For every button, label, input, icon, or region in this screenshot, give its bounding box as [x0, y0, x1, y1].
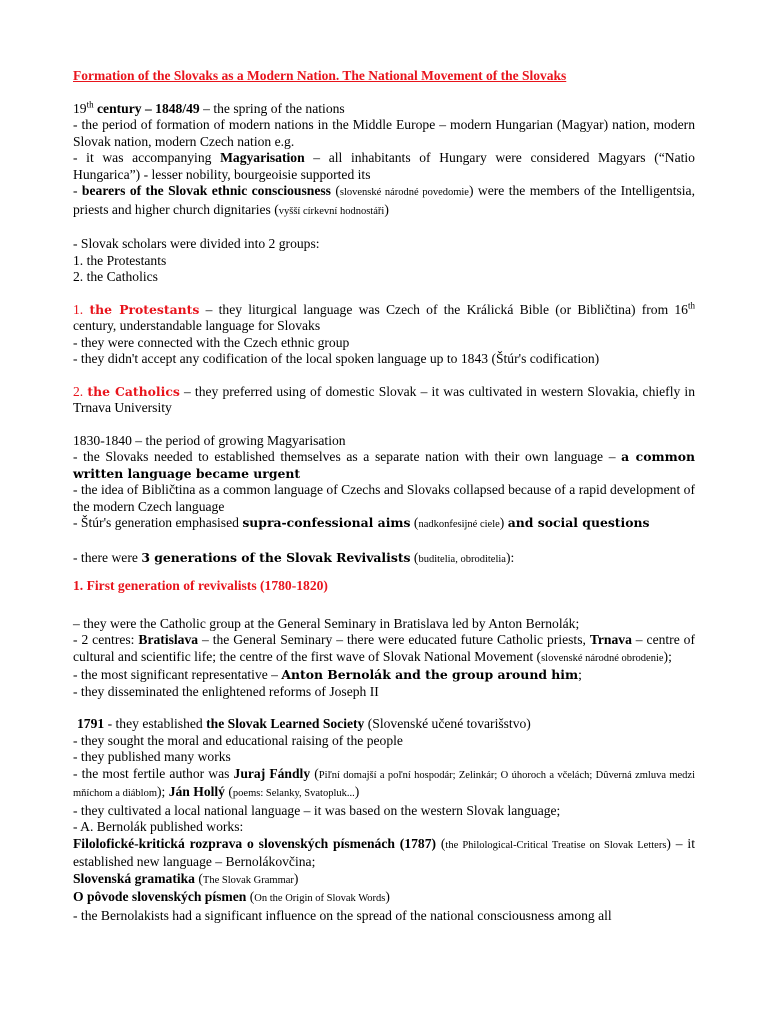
society-line-5: - they cultivated a local national language – it was based on the western Slovak language; [73, 802, 561, 818]
document-title: Formation of the Slovaks as a Modern Nation. The National Movement of the Slovaks [73, 68, 567, 83]
groups-line-1: - Slovak scholars were divided into 2 groups: [73, 236, 320, 251]
first-generation-line-1: – they were the Catholic group at the General Seminary in Bratislava led by Anton Bernolák; [73, 615, 580, 631]
society-line-7: - the Bernolakists had a significant influence on the spread of the national consciousness among all [73, 907, 612, 923]
society-line-4: - the most fertile author was Juraj Fándly (Piľní domajší a poľní hospodár; Zelinkár; O úhoroch a včelách; Dûverná zmluva medzi mňíchom a diáblom); Ján Hollý (poems: Selanky, Svatopluk...) [73, 765, 695, 799]
society-heading: 1791 - they established the Slovak Learned Society (Slovenské učené tovarišstvo) [77, 716, 531, 731]
society-line-3: - they published many works [73, 749, 231, 764]
protestants-line-3: - they didn't accept any codification of the local spoken language up to 1843 (Štúr's codification) [73, 351, 600, 366]
magyarisation-line-4: - Štúr's generation emphasised supra-confessional aims (nadkonfesijné ciele) and social questions [73, 515, 650, 530]
catholics-paragraph: 2. the Catholics – they preferred using of domestic Slovak – it was cultivated in western Slovakia, chiefly in Trnava University [73, 383, 695, 415]
protestants-line-2: - they were connected with the Czech ethnic group [73, 334, 350, 350]
intro-line-1: - the period of formation of modern nations in the Middle Europe – modern Hungarian (Magyar) nation, modern Slovak nation, modern Czech nation e.g. [73, 117, 695, 149]
work-2: Slovenská gramatika (The Slovak Grammar) [73, 870, 299, 886]
document-body [73, 68, 695, 924]
intro-heading: 19th century – 1848/49 – the spring of the nations [73, 98, 345, 116]
work-1: Filolofické-kritická rozprava o slovenských písmenách (1787) (the Philological-Critical Treatise on Slovak Letters) – it established new language – Bernolákovčina; [73, 835, 695, 869]
society-line-6: - A. Bernolák published works: [73, 819, 244, 834]
intro-line-3: - bearers of the Slovak ethnic consciousness (slovenské národné povedomie) were the members of the Intelligentsia, priests and higher church dignitaries (vyšší církevní hodnostáři) [73, 183, 695, 217]
first-generation-heading: 1. First generation of revivalists (1780-1820) [73, 578, 328, 593]
groups-line-3: 2. the Catholics [73, 269, 158, 284]
groups-line-2: 1. the Protestants [73, 252, 167, 268]
work-3: O pôvode slovenských písmen (On the Origin of Slovak Words) [73, 889, 390, 904]
first-generation-line-2: - 2 centres: Bratislava – the General Seminary – there were educated future Catholic priests, Trnava – centre of cultural and scientific life; the centre of the first wave of Slovak National Movement (slovenské národné obrodenie); [73, 632, 695, 664]
magyarisation-line-1: 1830-1840 – the period of growing Magyarisation [73, 432, 346, 448]
first-generation-line-4: - they disseminated the enlightened reforms of Joseph II [73, 683, 379, 699]
intro-line-2: - it was accompanying Magyarisation – all inhabitants of Hungary were considered Magyars (“Natio Hungarica”) - lesser nobility, bourgeoisie supported its [73, 150, 695, 182]
first-generation-line-3: - the most significant representative – Anton Bernolák and the group around him; [73, 667, 582, 682]
society-line-2: - they sought the moral and educational raising of the people [73, 732, 403, 748]
generations-line: - there were 3 generations of the Slovak Revivalists (buditelia, obroditelia): [73, 549, 515, 565]
magyarisation-line-3: - the idea of Bibličtina as a common language of Czechs and Slovaks collapsed because of a rapid development of the modern Czech language [73, 482, 695, 514]
magyarisation-line-2: - the Slovaks needed to established themselves as a separate nation with their own language – a common written language became urgent [73, 449, 695, 481]
protestants-paragraph: 1. the Protestants – they liturgical language was Czech of the Králická Bible (or Bibličtina) from 16th century, understandable language for Slovaks [73, 299, 695, 333]
